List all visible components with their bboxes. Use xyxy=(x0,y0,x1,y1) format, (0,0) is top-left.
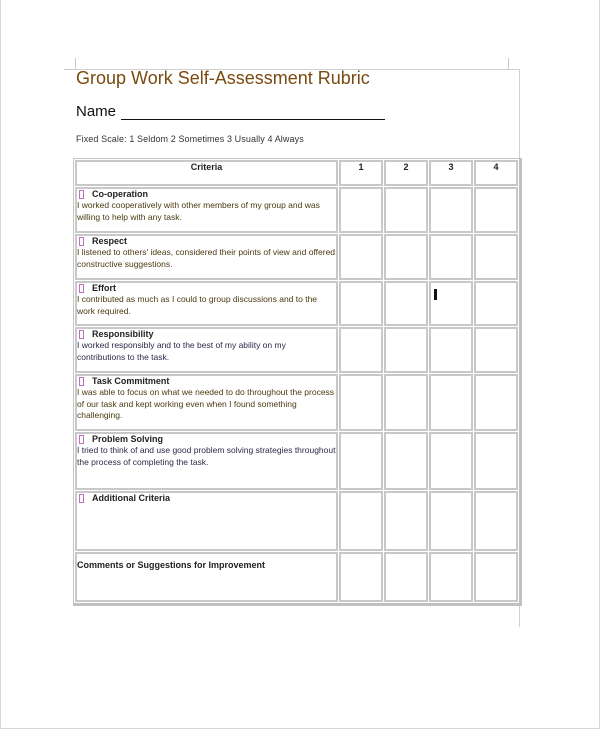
criteria-description: I contributed as much as I could to group discussions and to the work required. xyxy=(77,294,318,316)
criteria-title: Problem Solving xyxy=(92,434,164,444)
text-cursor-icon xyxy=(434,289,437,300)
criteria-description: I worked cooperatively with other members of my group and was willing to help with any task. xyxy=(77,200,320,222)
comments-cell[interactable] xyxy=(75,552,338,602)
criteria-cell-responsibility xyxy=(75,327,338,373)
header-criteria: Criteria xyxy=(75,160,338,186)
score-cell-4[interactable] xyxy=(474,187,518,233)
score-cell-1[interactable] xyxy=(339,187,383,233)
score-cell-4[interactable] xyxy=(474,552,518,602)
score-cell-4[interactable] xyxy=(474,281,518,326)
criteria-description: I tried to think of and use good problem solving strategies throughout the process of completing the task. xyxy=(77,445,336,467)
header-score-4: 4 xyxy=(474,160,518,186)
table-row xyxy=(75,491,518,551)
score-cell-2[interactable] xyxy=(384,281,428,326)
header-score-2: 2 xyxy=(384,160,428,186)
criteria-cell-problem-solving xyxy=(75,432,338,490)
score-cell-1[interactable] xyxy=(339,281,383,326)
bullet-icon xyxy=(79,494,84,503)
score-cell-4[interactable] xyxy=(474,432,518,490)
bullet-icon xyxy=(79,237,84,246)
bullet-icon xyxy=(79,330,84,339)
comments-title: Comments or Suggestions for Improvement xyxy=(77,560,266,570)
table-row xyxy=(75,234,518,280)
header-row xyxy=(75,160,518,186)
criteria-cell-task-commitment xyxy=(75,374,338,431)
criteria-title: Respect xyxy=(92,236,128,246)
header-score-3: 3 xyxy=(429,160,473,186)
score-cell-1[interactable] xyxy=(339,374,383,431)
criteria-title: Effort xyxy=(92,283,116,293)
score-cell-2[interactable] xyxy=(384,491,428,551)
header-score-1: 1 xyxy=(339,160,383,186)
document-title: Group Work Self-Assessment Rubric xyxy=(76,68,370,88)
score-cell-2[interactable] xyxy=(384,234,428,280)
table-row xyxy=(75,281,518,326)
criteria-cell-effort xyxy=(75,281,338,326)
score-cell-3[interactable] xyxy=(429,552,473,602)
score-cell-4[interactable] xyxy=(474,234,518,280)
criteria-description: I worked responsibly and to the best of my ability on my contributions to the task. xyxy=(77,340,286,362)
criteria-title: Responsibility xyxy=(92,329,154,339)
score-cell-2[interactable] xyxy=(384,187,428,233)
score-cell-2[interactable] xyxy=(384,327,428,373)
score-cell-2[interactable] xyxy=(384,432,428,490)
criteria-cell-respect xyxy=(75,234,338,280)
bullet-icon xyxy=(79,284,84,293)
score-cell-4[interactable] xyxy=(474,327,518,373)
criteria-cell-additional[interactable] xyxy=(75,491,338,551)
criteria-cell-cooperation xyxy=(75,187,338,233)
criteria-title: Co-operation xyxy=(92,189,148,199)
score-cell-3[interactable] xyxy=(429,432,473,490)
score-cell-1[interactable] xyxy=(339,491,383,551)
name-underline[interactable] xyxy=(121,105,385,120)
score-cell-1[interactable] xyxy=(339,552,383,602)
score-cell-3[interactable] xyxy=(429,187,473,233)
table-row xyxy=(75,327,518,373)
score-cell-1[interactable] xyxy=(339,327,383,373)
rubric-table xyxy=(73,158,522,606)
score-cell-3[interactable] xyxy=(429,491,473,551)
score-cell-4[interactable] xyxy=(474,491,518,551)
name-label: Name xyxy=(76,103,117,120)
name-field[interactable] xyxy=(76,103,385,120)
criteria-title: Task Commitment xyxy=(92,376,170,386)
criteria-title: Additional Criteria xyxy=(92,493,171,503)
score-cell-3[interactable] xyxy=(429,374,473,431)
bullet-icon xyxy=(79,190,84,199)
table-row xyxy=(75,432,518,490)
score-cell-3[interactable] xyxy=(429,327,473,373)
table-row xyxy=(75,187,518,233)
score-cell-3[interactable] xyxy=(429,234,473,280)
criteria-description: I was able to focus on what we needed to do throughout the process of our task and kept working even when I found something challenging. xyxy=(77,387,335,421)
table-row xyxy=(75,552,518,602)
score-cell-2[interactable] xyxy=(384,552,428,602)
score-cell-2[interactable] xyxy=(384,374,428,431)
scale-legend: Fixed Scale: 1 Seldom 2 Sometimes 3 Usually 4 Always xyxy=(76,134,304,144)
table-row xyxy=(75,374,518,431)
score-cell-1[interactable] xyxy=(339,432,383,490)
score-cell-3[interactable] xyxy=(429,281,473,326)
bullet-icon xyxy=(79,377,84,386)
criteria-description: I listened to others' ideas, considered their points of view and offered constructive suggestions. xyxy=(77,247,336,269)
bullet-icon xyxy=(79,435,84,444)
score-cell-1[interactable] xyxy=(339,234,383,280)
score-cell-4[interactable] xyxy=(474,374,518,431)
